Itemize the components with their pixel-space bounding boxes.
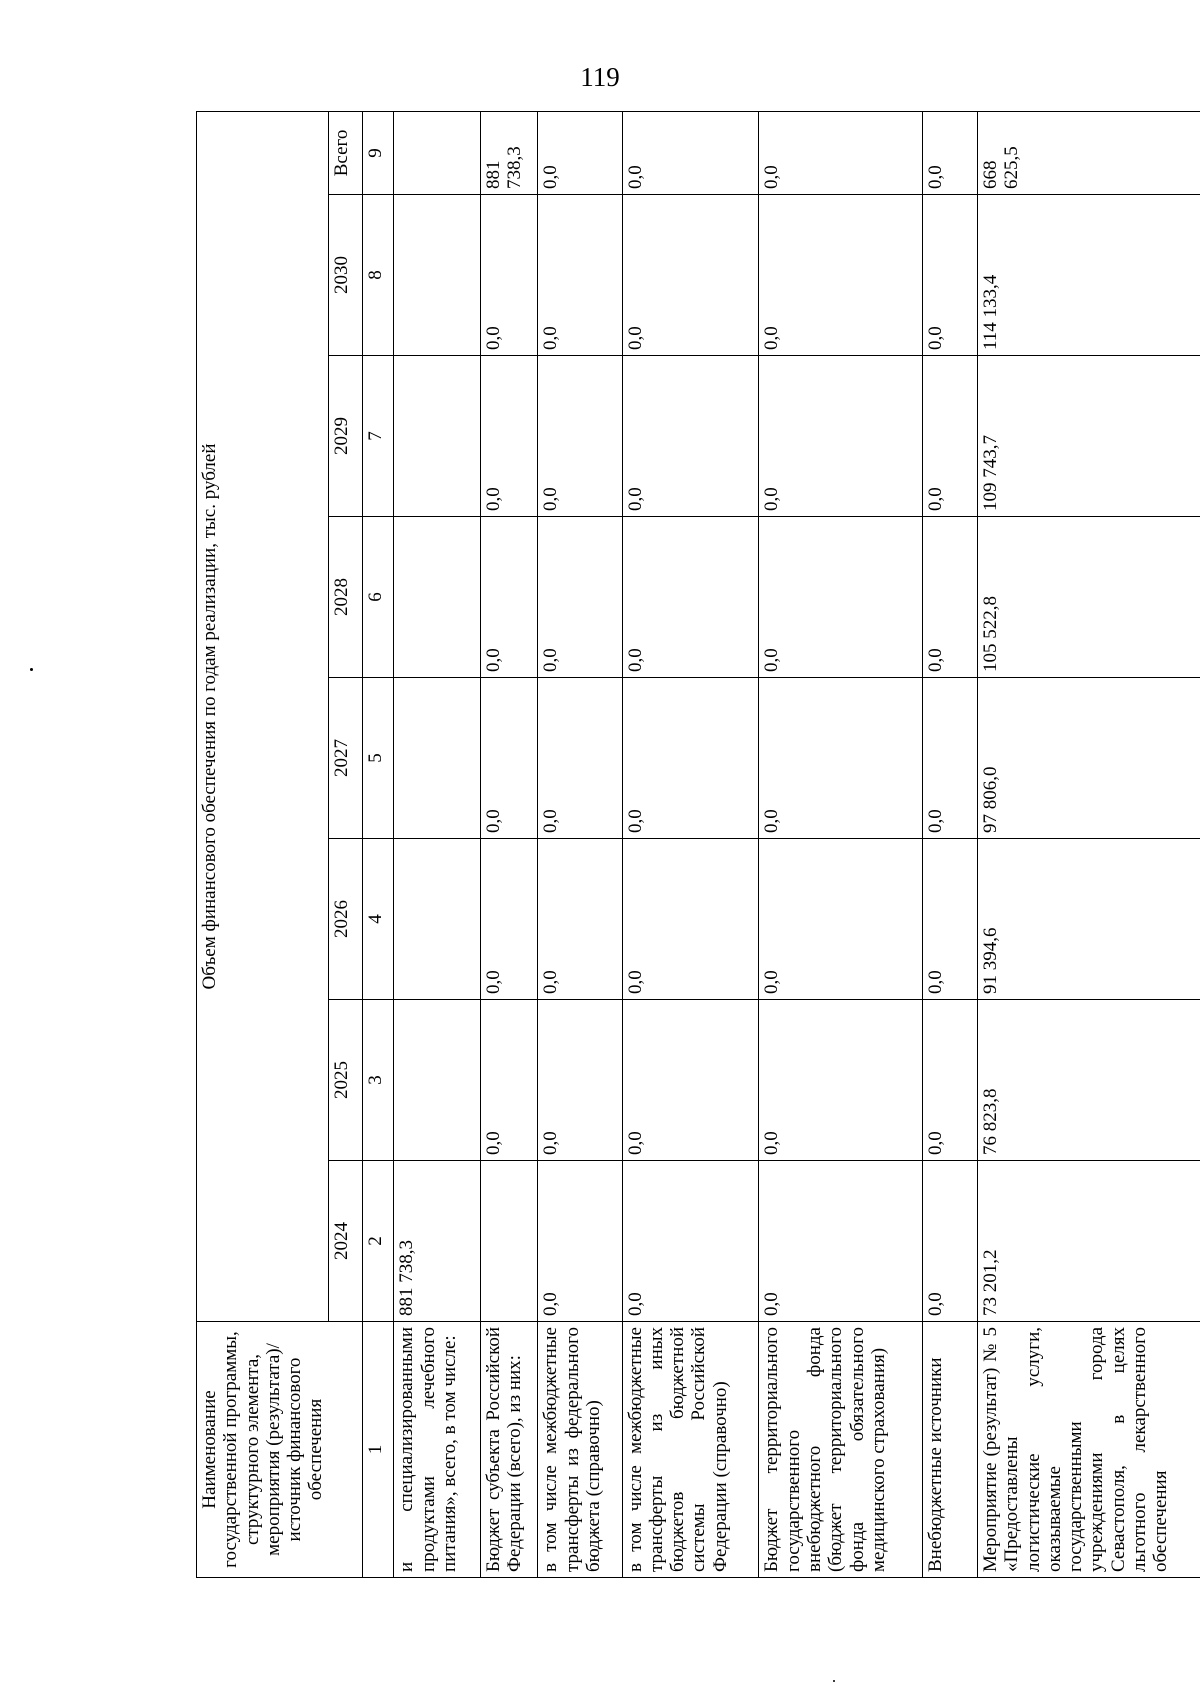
value-cell: 0,0 <box>538 517 622 678</box>
column-number: 9 <box>362 111 394 194</box>
value-cell: 0,0 <box>480 839 538 1000</box>
value-cell: 881 738,3 <box>394 1161 480 1322</box>
value-cell: 0,0 <box>759 839 922 1000</box>
value-cell: 0,0 <box>480 195 538 356</box>
value-cell <box>394 356 480 517</box>
value-cell: 0,0 <box>538 356 622 517</box>
column-number: 4 <box>362 839 394 1000</box>
value-cell: 76 823,8 <box>978 1000 1200 1161</box>
column-number: 3 <box>362 1000 394 1161</box>
value-cell: 109 743,7 <box>978 356 1200 517</box>
value-cell: 0,0 <box>622 111 759 194</box>
row-label: Бюджет субъекта Российской Федерации (всего), из них: <box>480 1322 538 1578</box>
table-row <box>394 111 480 1577</box>
year-header: 2025 <box>329 1000 363 1161</box>
name-column-header: Наименование государственной программы, структурного элемента, мероприятия (результата)/источник финансового обеспечения <box>197 1322 363 1578</box>
column-number: 2 <box>362 1161 394 1322</box>
year-header: 2028 <box>329 517 363 678</box>
year-header: 2027 <box>329 678 363 839</box>
column-number: 7 <box>362 356 394 517</box>
row-label: Внебюджетные источники <box>922 1322 977 1578</box>
value-cell: 0,0 <box>759 356 922 517</box>
value-cell: 0,0 <box>538 111 622 194</box>
value-cell: 0,0 <box>759 1161 922 1322</box>
funding-group-header: Объем финансового обеспечения по годам реализации, тыс. рублей <box>197 111 329 1321</box>
header-row <box>197 111 329 1577</box>
table-row <box>480 111 538 1577</box>
value-cell: 668 625,5 <box>978 111 1200 194</box>
value-cell: 73 201,2 <box>978 1161 1200 1322</box>
year-header: 2029 <box>329 356 363 517</box>
table-row <box>922 111 977 1577</box>
value-cell: 0,0 <box>538 1161 622 1322</box>
table-row <box>538 111 622 1577</box>
column-number: 6 <box>362 517 394 678</box>
value-cell: 0,0 <box>538 195 622 356</box>
value-cell: 0,0 <box>922 356 977 517</box>
column-number: 8 <box>362 195 394 356</box>
row-label: в том числе межбюджетные трансферты из иных бюджетов бюджетной системы Российской Федерации (справочно) <box>622 1322 759 1578</box>
value-cell: 0,0 <box>538 678 622 839</box>
row-label: и специализированными продуктами лечебного питания», всего, в том числе: <box>394 1322 480 1578</box>
value-cell: 0,0 <box>622 839 759 1000</box>
scan-speck <box>833 1680 835 1682</box>
value-cell: 91 394,6 <box>978 839 1200 1000</box>
total-header: Всего <box>329 111 363 194</box>
value-cell: 0,0 <box>480 1000 538 1161</box>
value-cell: 0,0 <box>622 195 759 356</box>
value-cell: 0,0 <box>922 195 977 356</box>
year-header: 2024 <box>329 1161 363 1322</box>
value-cell: 0,0 <box>480 678 538 839</box>
value-cell: 0,0 <box>922 517 977 678</box>
value-cell: 0,0 <box>622 356 759 517</box>
scan-speck <box>30 668 33 671</box>
value-cell: 0,0 <box>622 678 759 839</box>
row-label: в том числе межбюджетные трансферты из федерального бюджета (справочно) <box>538 1322 622 1578</box>
value-cell: 114 133,4 <box>978 195 1200 356</box>
table-row <box>978 111 1200 1577</box>
value-cell: 0,0 <box>922 839 977 1000</box>
value-cell: 881 738,3 <box>480 111 538 194</box>
rotated-table-wrapper <box>196 112 1200 1578</box>
year-header: 2026 <box>329 839 363 1000</box>
value-cell: 0,0 <box>759 195 922 356</box>
value-cell: 0,0 <box>759 1000 922 1161</box>
column-numbers-row <box>362 111 394 1577</box>
value-cell: 0,0 <box>759 111 922 194</box>
year-header: 2030 <box>329 195 363 356</box>
table-row <box>759 111 922 1577</box>
value-cell: 0,0 <box>480 356 538 517</box>
value-cell <box>394 1000 480 1161</box>
value-cell: 0,0 <box>538 839 622 1000</box>
column-number: 1 <box>362 1322 394 1578</box>
value-cell: 0,0 <box>622 1161 759 1322</box>
row-label: Мероприятие (результат) № 5 «Предоставлены логистические услуги, оказываемые государственными учреждениями города Севастополя, в целях льготного лекарственного обеспечения <box>978 1322 1200 1578</box>
value-cell: 0,0 <box>922 1000 977 1161</box>
value-cell <box>394 517 480 678</box>
column-number: 5 <box>362 678 394 839</box>
value-cell: 0,0 <box>622 517 759 678</box>
page-number: 119 <box>580 62 620 92</box>
value-cell <box>480 1161 538 1322</box>
value-cell <box>394 111 480 194</box>
value-cell <box>394 678 480 839</box>
table-row <box>622 111 759 1577</box>
value-cell: 0,0 <box>759 517 922 678</box>
budget-table <box>196 111 1200 1578</box>
value-cell: 0,0 <box>480 517 538 678</box>
value-cell <box>394 839 480 1000</box>
value-cell: 0,0 <box>759 678 922 839</box>
value-cell: 105 522,8 <box>978 517 1200 678</box>
row-label: Бюджет территориального государственного внебюджетного фонда (бюджет территориального фонда обязательного медицинского страхования) <box>759 1322 922 1578</box>
value-cell: 0,0 <box>922 111 977 194</box>
value-cell: 0,0 <box>622 1000 759 1161</box>
value-cell: 0,0 <box>538 1000 622 1161</box>
value-cell: 97 806,0 <box>978 678 1200 839</box>
value-cell <box>394 195 480 356</box>
value-cell: 0,0 <box>922 678 977 839</box>
value-cell: 0,0 <box>922 1161 977 1322</box>
